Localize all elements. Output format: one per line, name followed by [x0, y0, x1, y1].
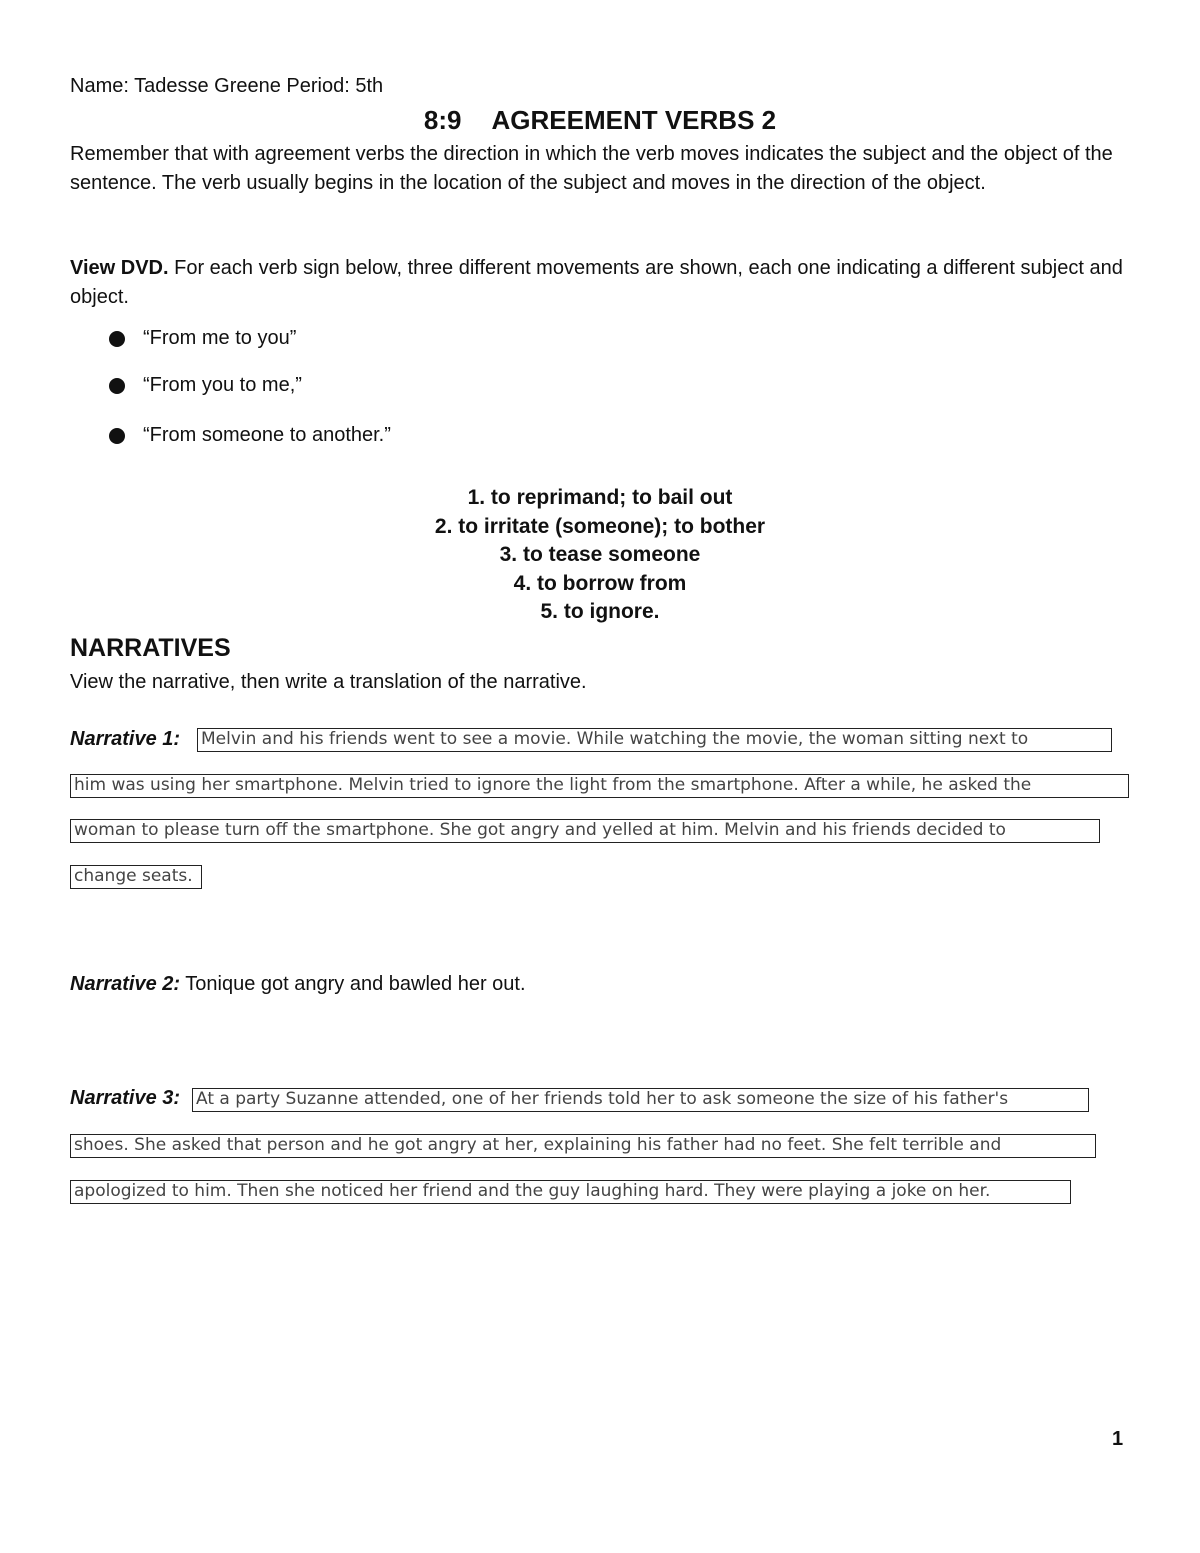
verb-item: 2. to irritate (someone); to bother	[434, 514, 766, 538]
page-title	[0, 102, 1200, 138]
narrative-3-answer-line[interactable]: At a party Suzanne attended, one of her friends told her to ask someone the size of his father's	[192, 1088, 1089, 1112]
narrative-3-label: Narrative 3:	[70, 1087, 181, 1109]
bullet-item: “From you to me,”	[143, 374, 302, 396]
bullet-item: “From someone to another.”	[143, 424, 391, 446]
narrative-1-answer-line[interactable]: him was using her smartphone. Melvin tried to ignore the light from the smartphone. After a while, he asked the	[70, 774, 1129, 798]
verb-item: 5. to ignore.	[540, 600, 660, 624]
narrative-1-answer-line[interactable]: change seats.	[70, 865, 202, 889]
bullet-item: “From me to you”	[143, 327, 297, 349]
verb-item: 4. to borrow from	[513, 571, 687, 595]
narrative-1-label: Narrative 1:	[70, 728, 181, 750]
lesson-number: 8:9	[423, 105, 462, 135]
lesson-title: AGREEMENT VERBS 2	[491, 105, 777, 135]
narrative-3-answer-line[interactable]: shoes. She asked that person and he got angry at her, explaining his father had no feet. She felt terrible and	[70, 1134, 1096, 1158]
view-dvd-text: For each verb sign below, three different movements are shown, each one indicating a different subject and object.	[70, 257, 1123, 308]
narratives-instruction: View the narrative, then write a translation of the narrative.	[70, 671, 587, 693]
bullet-icon	[109, 378, 125, 394]
narrative-1-answer-line[interactable]: woman to please turn off the smartphone. She got angry and yelled at him. Melvin and his friends decided to	[70, 819, 1100, 843]
page-number: 1	[1112, 1428, 1124, 1450]
view-dvd-label: View DVD.	[70, 257, 169, 279]
narrative-1-answer-line[interactable]: Melvin and his friends went to see a movie. While watching the movie, the woman sitting next to	[197, 728, 1112, 752]
verb-item: 3. to tease someone	[499, 543, 701, 567]
intro-paragraph: Remember that with agreement verbs the direction in which the verb moves indicates the subject and the object of the sentence. The verb usually begins in the location of the subject and moves in the direction of the object.	[70, 143, 1113, 194]
bullet-icon	[109, 428, 125, 444]
narrative-3-answer-line[interactable]: apologized to him. Then she noticed her friend and the guy laughing hard. They were playing a joke on her.	[70, 1180, 1071, 1204]
narratives-heading: NARRATIVES	[70, 634, 231, 662]
name-period-line: Name: Tadesse Greene Period: 5th	[70, 75, 384, 97]
bullet-icon	[109, 331, 125, 347]
view-dvd-paragraph	[70, 254, 1140, 311]
verb-list	[0, 484, 1200, 627]
narrative-2-answer: Tonique got angry and bawled her out.	[180, 973, 526, 995]
narrative-2: Narrative 2: Tonique got angry and bawled her out.	[70, 973, 526, 995]
verb-item: 1. to reprimand; to bail out	[467, 486, 733, 509]
narrative-2-label: Narrative 2	[70, 973, 174, 995]
